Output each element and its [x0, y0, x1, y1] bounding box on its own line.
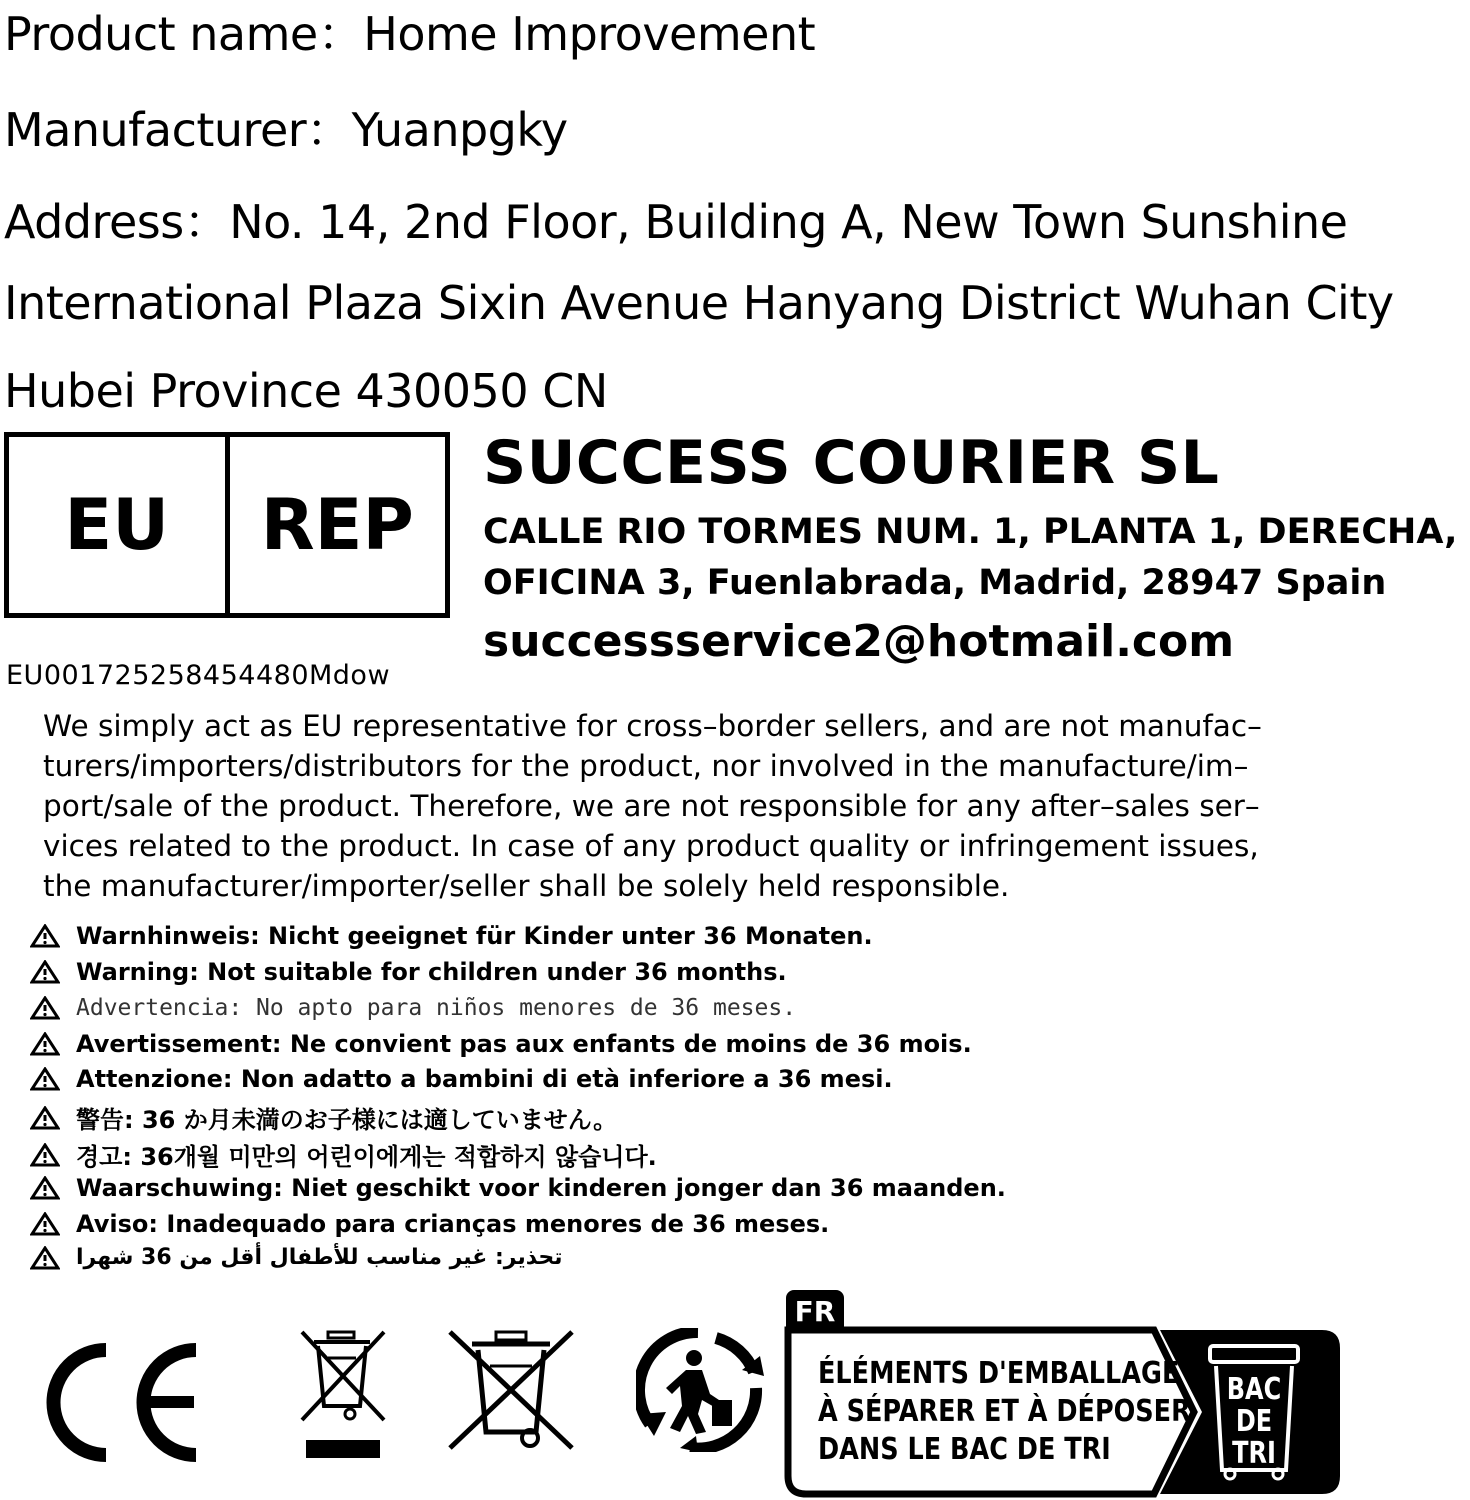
bin-label-line: TRI [1232, 1436, 1276, 1471]
warning-triangle-icon [30, 996, 60, 1020]
warning-text: Avertissement: Ne convient pas aux enfants de moins de 36 mois. [76, 1030, 972, 1058]
warning-line [30, 995, 796, 1021]
bin-label-line: DE [1235, 1404, 1273, 1439]
warning-triangle-icon [30, 924, 60, 948]
disclaimer-line: port/sale of the product. Therefore, we are not responsible for any after–sales ser– [43, 789, 1260, 823]
warning-triangle-icon [30, 1143, 60, 1167]
ce-mark-icon [44, 1340, 204, 1465]
triman-text-line: DANS LE BAC DE TRI [818, 1432, 1111, 1467]
disclaimer-line: turers/importers/distributors for the product, nor involved in the manufacture/im– [43, 749, 1249, 783]
warning-line [30, 1210, 829, 1238]
triman-text-line: À SÉPARER ET À DÉPOSER [818, 1394, 1191, 1429]
warning-text: Advertencia: No apto para niños menores de 36 meses. [76, 995, 797, 1021]
address-line-2: International Plaza Sixin Avenue Hanyang District Wuhan City [4, 276, 1394, 330]
warning-text: Aviso: Inadequado para crianças menores de 36 meses. [76, 1210, 830, 1238]
warning-triangle-icon [30, 960, 60, 984]
triman-text-line: ÉLÉMENTS D'EMBALLAGE [818, 1356, 1180, 1391]
eu-rep-code: EU001725258454480Mdow [6, 660, 391, 691]
disclaimer-paragraph [43, 706, 1463, 906]
address-line-3: Hubei Province 430050 CN [4, 364, 608, 418]
warning-line [30, 1174, 1006, 1202]
warning-line [30, 1100, 617, 1135]
product-name-line: Product name：Home Improvement [4, 7, 816, 61]
bin-label-line: BAC [1226, 1372, 1282, 1407]
eu-rep-left-label: EU [9, 437, 230, 613]
triman-country-badge: FR [786, 1290, 844, 1332]
warning-line [30, 1065, 893, 1093]
warning-line [30, 1245, 563, 1270]
rep-company-name: SUCCESS COURIER SL [483, 428, 1220, 498]
rep-email: successservice2@hotmail.com [483, 616, 1235, 667]
warning-triangle-icon [30, 1067, 60, 1091]
warning-triangle-icon [30, 1106, 60, 1130]
disclaimer-line: We simply act as EU representative for cross–border sellers, and are not manufac– [43, 709, 1262, 743]
eu-rep-right-label: REP [260, 484, 414, 566]
rep-address-line-2: OFICINA 3, Fuenlabrada, Madrid, 28947 Spain [483, 563, 1387, 603]
warning-triangle-icon [30, 1212, 60, 1236]
warning-line [30, 922, 873, 950]
warning-line [30, 958, 787, 986]
address-line-1: Address：No. 14, 2nd Floor, Building A, New Town Sunshine [4, 195, 1348, 249]
warning-text: Warnhinweis: Nicht geeignet für Kinder unter 36 Monaten. [76, 922, 873, 950]
weee-bin-icon [446, 1328, 576, 1452]
manufacturer-line: Manufacturer：Yuanpgky [4, 103, 568, 157]
disclaimer-line: vices related to the product. In case of any product quality or infringement issues, [43, 829, 1259, 863]
warning-text: Waarschuwing: Niet geschikt voor kinderen jonger dan 36 maanden. [76, 1174, 1006, 1202]
warning-line [30, 1030, 972, 1058]
weee-bin-with-bar-icon [298, 1328, 388, 1464]
warning-text: Attenzione: Non adatto a bambini di età inferiore a 36 mesi. [76, 1065, 893, 1093]
triman-icon [636, 1328, 768, 1452]
eu-rep-symbol [4, 432, 450, 618]
warning-triangle-icon [30, 1176, 60, 1200]
warning-line [30, 1137, 657, 1172]
warning-text: 경고: 36개월 미만의 어린이에게는 적합하지 않습니다. [76, 1143, 657, 1171]
warning-text: تحذير: غير مناسب للأطفال أقل من 36 شهرا [76, 1245, 563, 1270]
warning-text: 警告: 36 か月未満のお子様には適していません。 [76, 1106, 618, 1134]
warning-triangle-icon [30, 1032, 60, 1056]
rep-address-line-1: CALLE RIO TORMES NUM. 1, PLANTA 1, DERECHA, [483, 512, 1458, 552]
warning-text: Warning: Not suitable for children under 36 months. [76, 958, 787, 986]
disclaimer-line: the manufacturer/importer/seller shall be solely held responsible. [43, 869, 1010, 903]
warning-triangle-icon [30, 1246, 60, 1270]
